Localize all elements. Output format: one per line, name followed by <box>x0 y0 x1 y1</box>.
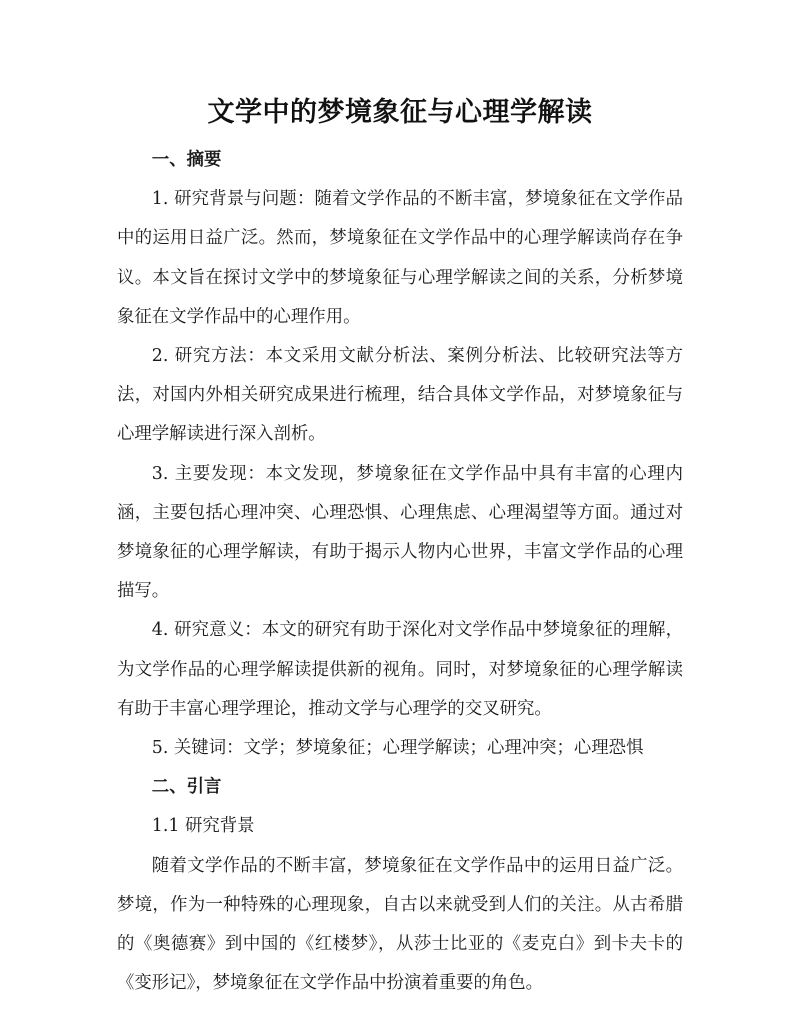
subsection-heading-research-background: 1.1 研究背景 <box>151 816 255 837</box>
section-heading-introduction: 二、引言 <box>151 777 222 798</box>
intro-paragraph: 随着文学作品的不断丰富，梦境象征在文学作品中的运用日益广泛。梦境，作为一种特殊的心理现象，自古以来就受到人们的关注。从古希腊的《奥德赛》到中国的《红楼梦》，从莎士比亚的《麦克白》到卡夫卡的《变形记》，梦境象征在文学作品中扮演着重要的角色。 <box>117 855 683 994</box>
section-heading-abstract: 一、摘要 <box>151 150 222 170</box>
abstract-item-4: 4. 研究意义：本文的研究有助于深化对文学作品中梦境象征的理解，为文学作品的心理学解读提供新的视角。同时，对梦境象征的心理学解读有助于丰富心理学理论，推动文学与心理学的交叉研究。 <box>117 620 683 719</box>
document-body <box>117 141 683 1003</box>
abstract-item-3: 3. 主要发现：本文发现，梦境象征在文学作品中具有丰富的心理内涵，主要包括心理冲突、心理恐惧、心理焦虑、心理渴望等方面。通过对梦境象征的心理学解读，有助于揭示人物内心世界，丰富文学作品的心理描写。 <box>117 463 683 602</box>
document-title: 文学中的梦境象征与心理学解读 <box>207 97 593 128</box>
abstract-item-2: 2. 研究方法：本文采用文献分析法、案例分析法、比较研究法等方法，对国内外相关研究成果进行梳理，结合具体文学作品，对梦境象征与心理学解读进行深入剖析。 <box>117 346 683 445</box>
abstract-item-5: 5. 关键词：文学；梦境象征；心理学解读；心理冲突；心理恐惧 <box>151 738 644 759</box>
abstract-item-1: 1. 研究背景与问题：随着文学作品的不断丰富，梦境象征在文学作品中的运用日益广泛。然而，梦境象征在文学作品中的心理学解读尚存在争议。本文旨在探讨文学中的梦境象征与心理学解读之间的关系，分析梦境象征在文学作品中的心理作用。 <box>117 189 683 327</box>
